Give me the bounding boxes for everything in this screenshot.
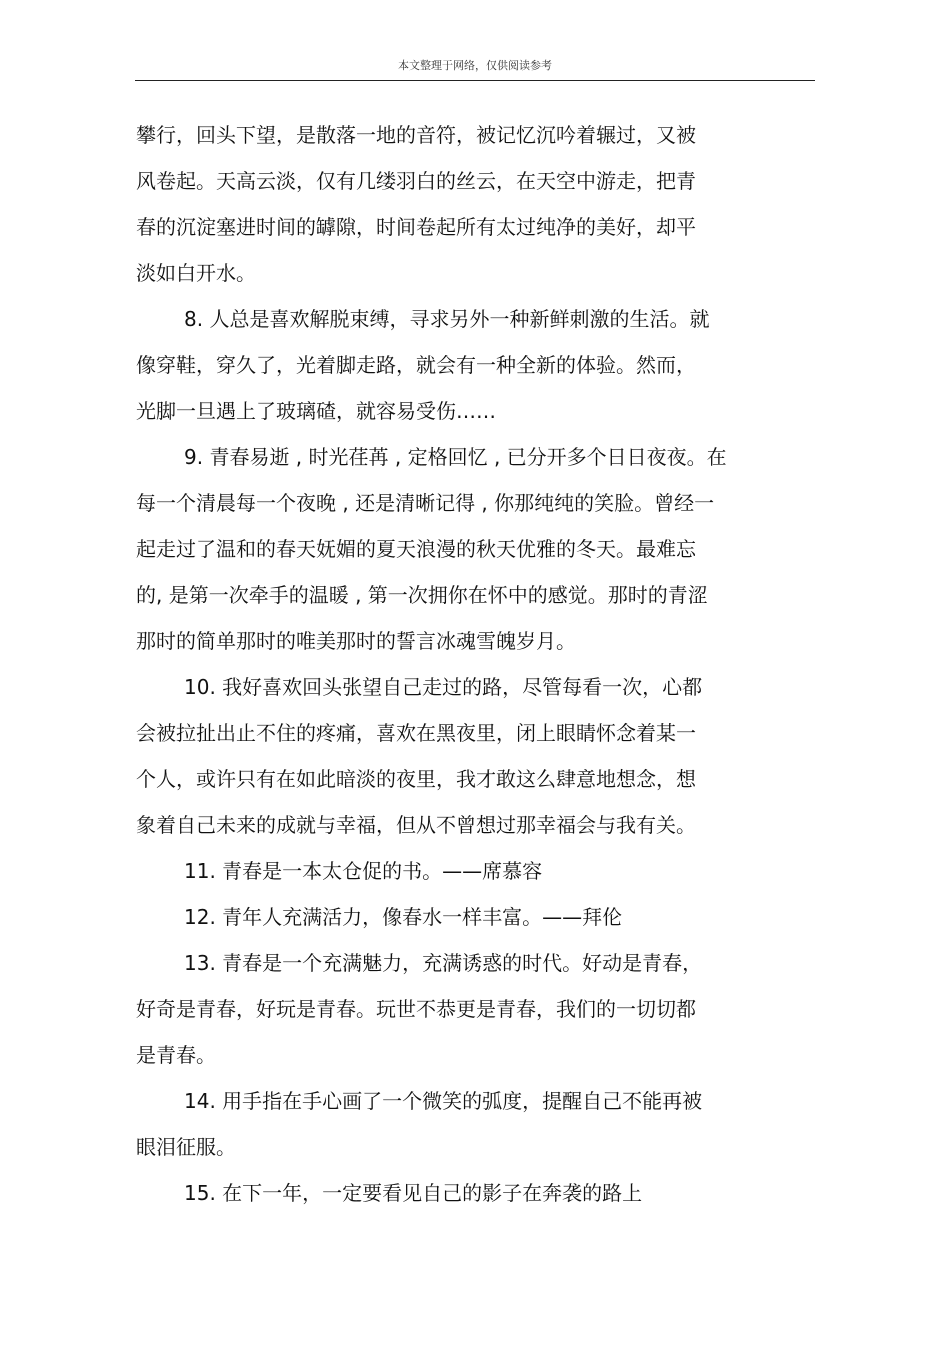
text-line-item-15: 15. 在下一年，一定要看见自己的影子在奔袭的路上: [184, 1181, 643, 1205]
text-line: 像穿鞋，穿久了，光着脚走路，就会有一种全新的体验。然而，: [136, 353, 696, 377]
text-line: 风卷起。天高云淡，仅有几缕羽白的丝云，在天空中游走，把青: [136, 169, 696, 193]
text-line: 攀行，回头下望，是散落一地的音符，被记忆沉吟着辗过，又被: [136, 123, 696, 147]
text-line-item-11: 11. 青春是一本太仓促的书。——席慕容: [184, 859, 543, 883]
text-line-item-14: 14. 用手指在手心画了一个微笑的弧度，提醒自己不能再被: [184, 1089, 703, 1113]
text-line: 会被拉扯出止不住的疼痛，喜欢在黑夜里，闭上眼睛怀念着某一: [136, 721, 696, 745]
text-line: 光脚一旦遇上了玻璃碴，就容易受伤……: [136, 399, 496, 423]
text-line: 那时的简单那时的唯美那时的誓言冰魂雪魄岁月。: [136, 629, 576, 653]
text-line: 是青春。: [136, 1043, 216, 1067]
text-line: 春的沉淀塞进时间的罅隙，时间卷起所有太过纯净的美好，却平: [136, 215, 696, 239]
text-line: 的, 是第一次牵手的温暖 , 第一次拥你在怀中的感觉。那时的青涩: [136, 583, 708, 607]
text-line: 象着自己未来的成就与幸福，但从不曾想过那幸福会与我有关。: [136, 813, 696, 837]
text-line-item-9: 9. 青春易逝 , 时光荏苒 , 定格回忆 , 已分开多个日日夜夜。在: [184, 445, 727, 469]
body-text: [136, 112, 806, 1216]
text-line-item-10: 10. 我好喜欢回头张望自己走过的路，尽管每看一次，心都: [184, 675, 703, 699]
text-line: 好奇是青春，好玩是青春。玩世不恭更是青春，我们的一切切都: [136, 997, 696, 1021]
text-line: 个人，或许只有在如此暗淡的夜里，我才敢这么肆意地想念，想: [136, 767, 696, 791]
text-line-item-13: 13. 青春是一个充满魅力，充满诱惑的时代。好动是青春，: [184, 951, 703, 975]
text-line: 眼泪征服。: [136, 1135, 236, 1159]
text-line-item-12: 12. 青年人充满活力，像春水一样丰富。——拜伦: [184, 905, 623, 929]
page-header: 本文整理于网络，仅供阅读参考: [135, 56, 815, 81]
text-line: 起走过了温和的春天妩媚的夏天浪漫的秋天优雅的冬天。最难忘: [136, 537, 696, 561]
text-line: 每一个清晨每一个夜晚 , 还是清晰记得 , 你那纯纯的笑脸。曾经一: [136, 491, 715, 515]
text-line: 淡如白开水。: [136, 261, 256, 285]
text-line-item-8: 8. 人总是喜欢解脱束缚，寻求另外一种新鲜刺激的生活。就: [184, 307, 710, 331]
